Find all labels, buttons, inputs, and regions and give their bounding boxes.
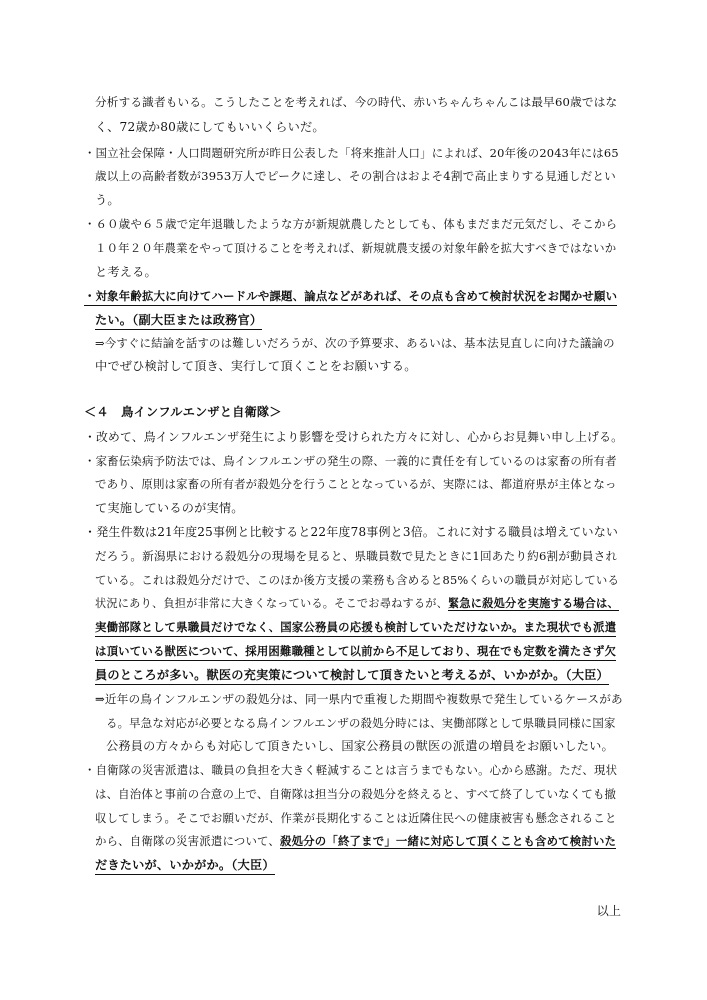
question-segment-emphasis: 緊急に殺処分を実施する場合は、: [448, 596, 619, 610]
bullet-line: ・家畜伝染病予防法では、鳥インフルエンザの発生の際、一義的に責任を有しているのは家畜の所有者: [84, 454, 617, 468]
answer-line: 中でぜひ検討して頂き、実行して頂くことをお願いする。: [95, 359, 417, 373]
answer-line: る。早急な対応が必要となる鳥インフルエンザの殺処分時には、実働部隊として県職員同様に国家: [106, 716, 616, 730]
closing-text: 以上: [596, 904, 621, 918]
text-line: う。: [95, 193, 120, 207]
text-line: は、自治体と事前の合意の上で、自衛隊は担当分の殺処分を終えると、すべて終了していなくても撤: [95, 787, 617, 801]
question-segment-emphasis: 殺処分の「終了まで」一緒に対応して頂くことも含めて検討いた: [280, 834, 617, 848]
text-line: であり、原則は家畜の所有者が殺処分を行うこととなっているが、実際には、都道府県が主体となっ: [95, 477, 617, 491]
text-line: て実施しているのが実情。: [95, 501, 244, 515]
question-line-emphasis: ・対象年齢拡大に向けてハードルや課題、論点などがあれば、その点も含めて検討状況をお聞かせ願い: [84, 288, 617, 306]
section-heading: ＜４ 鳥インフルエンザと自衛隊＞: [84, 405, 282, 419]
answer-line: ⇒今すぐに結論を話すのは難しいだろうが、次の予算要求、あるいは、基本法見直しに向けた議論の: [95, 336, 615, 350]
question-line-emphasis: たい。（副大臣または政務官）: [95, 312, 262, 330]
bullet-line: ・国立社会保障・人口問題研究所が昨日公表した「将来推計人口」によれば、20年後の2043年には65: [84, 146, 619, 160]
text-segment: 状況にあり、負担が非常に大きくなっている。そこでお尋ねするが、: [95, 597, 449, 610]
question-line-emphasis: だきたいが、いかがか。（大臣）: [95, 857, 275, 875]
question-line-emphasis: 実働部隊として県職員だけでなく、国家公務員の応援も検討していただけないか。また現状でも派遣: [95, 619, 616, 637]
text-line: 分析する識者もいる。こうしたことを考えれば、今の時代、赤いちゃんちゃんこは最早60歳ではな: [95, 95, 618, 109]
text-line: と考える。: [95, 265, 157, 279]
answer-line: 公務員の方々からも対応して頂きたいし、国家公務員の獣医の派遣の増員をお願いしたい。: [106, 739, 614, 753]
text-line: 収してしまう。そこでお願いだが、作業が長期化することは近隣住民への健康被害も懸念されること: [95, 811, 617, 825]
question-line-emphasis: は頂いている獣医について、採用困難職種として以前から不足しており、現在でも定数を満たさず欠: [95, 643, 616, 661]
text-line: [95, 595, 619, 612]
text-line: １０年２０年農業をやって頂けることを考えれば、新規就農支援の対象年齢を拡大すべきではないか: [95, 241, 617, 255]
text-line: ている。これは殺処分だけで、このほか後方支援の業務も含めると85%くらいの職員が対応している: [95, 573, 620, 587]
text-line: [95, 833, 616, 850]
bullet-line: ・６０歳や６５歳で定年退職したような方が新規就農したとしても、体もまだまだ元気だし、そこから: [84, 217, 618, 231]
question-line-emphasis: 員のところが多い。獣医の充実策について検討して頂きたいと考えるが、いかがか。（大臣）: [95, 667, 609, 685]
text-line: 歳以上の高齢者数が3953万人でピークに達し、その割合はおよそ4割で高止まりする見通しだとい: [95, 169, 616, 183]
bullet-line: ・自衛隊の災害派遣は、職員の負担を大きく軽減することは言うまでもない。心から感謝。ただ、現状: [84, 763, 618, 777]
bullet-line: ・発生件数は21年度25事例と比較すると22年度78事例と3倍。これに対する職員は増えていない: [84, 525, 619, 539]
answer-line: ⇒近年の鳥インフルエンザの殺処分は、同一県内で重複した期間や複数県で発生しているケースがあ: [95, 692, 623, 706]
text-line: く、72歳か80歳にしてもいいくらいだ。: [95, 120, 325, 134]
text-segment: から、自衛隊の災害派遣について、: [95, 834, 280, 848]
text-line: だろう。新潟県における殺処分の現場を見ると、県職員数で見たときに1回あたり約6割が動員され: [95, 549, 618, 563]
bullet-line: ・改めて、鳥インフルエンザ発生により影響を受けられた方々に対し、心からお見舞い申し上げる。: [84, 430, 624, 444]
